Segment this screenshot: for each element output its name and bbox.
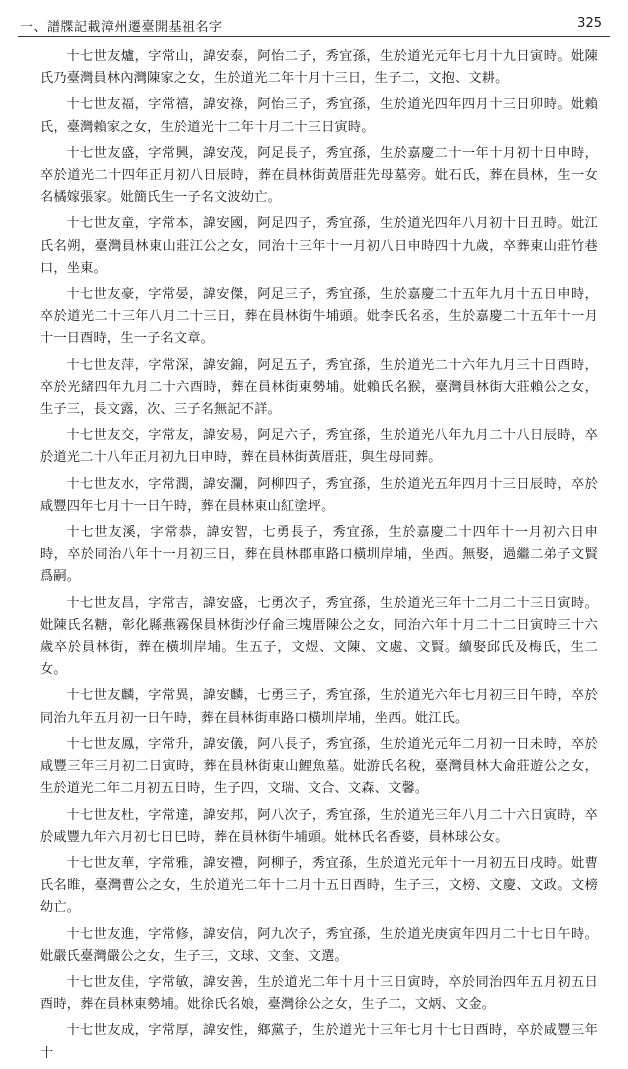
genealogy-entry: 十七世友華，字常雅，諱安禮，阿柳子，秀宜孫，生於道光元年十一月初五日戌時。妣曹氏名睢，臺灣曹公之女，生於道光二年十二月十五日酉時，生子三，文榜、文慶、文政。文榜幼亡。 (40, 855, 598, 916)
chapter-title: 一、譜牒記載漳州遷臺開基祖名字 (20, 20, 223, 35)
genealogy-entry: 十七世友萍，字常深，諱安錦，阿足五子，秀宜孫，生於道光二十六年九月三十日酉時，卒於光緒四年九月二十六酉時，葬在員林街東勢埔。妣賴氏名猴，臺灣員林街大莊賴公之女，生子三，長文露，次、三子名無記不詳。 (40, 357, 598, 418)
genealogy-entry: 十七世友進，字常修，諱安信，阿九次子，秀宜孫，生於道光庚寅年四月二十七日午時。妣嚴氏臺灣嚴公之女，生子三，文球、文奎、文選。 (40, 926, 598, 964)
genealogy-entry: 十七世友盛，字常興，諱安茂，阿足長子，秀宜孫，生於嘉慶二十一年十月初十日申時，卒於道光二十四年正月初八日辰時，葬在員林街黃厝莊先母墓旁。妣石氏，葬在員林，生一女名橘嫁張家。妣簡氏生一子名文波幼亡。 (40, 145, 598, 206)
genealogy-entry: 十七世友交，字常友，諱安易，阿足六子，秀宜孫，生於道光八年九月二十八日辰時，卒於道光二十八年正月初九日申時，葬在員林街黃厝莊，與生母同葬。 (40, 428, 598, 466)
genealogy-entry: 十七世友杜，字常達，諱安邦，阿八次子，秀宜孫，生於道光三年八月二十六日寅時，卒於咸豐九年六月初七日巳時，葬在員林街牛埔頭。妣林氏名香婆，員林球公女。 (40, 807, 598, 845)
genealogy-entry: 十七世友福，字常禧，諱安祿，阿怡三子，秀宜孫，生於道光四年四月十三日卯時。妣賴氏，臺灣賴家之女，生於道光十二年十月二十三日寅時。 (40, 97, 598, 135)
genealogy-entry: 十七世友爐，字常山，諱安泰，阿怡二子，秀宜孫，生於道光元年七月十九日寅時。妣陳氏乃臺灣員林內灣陳家之女，生於道光二年十月十三日，生子二，文抱、文耕。 (40, 49, 598, 87)
genealogy-entry: 十七世友昌，字常吉，諱安盛，七勇次子，秀宜孫，生於道光三年十二月二十三日寅時。妣陳氏名糖，彰化縣燕霧保員林街沙仔侖三塊厝陳公之女，同治六年十月二十二日寅時三十六歲卒於員林街，葬在橫圳岸埔。生五子，文煜、文陳、文處、文賢。續娶邱氏及梅氏，生二女。 (40, 595, 598, 678)
genealogy-entry: 十七世友水，字常潤，諱安瀾，阿柳四子，秀宜孫，生於道光五年四月十三日辰時，卒於咸豐四年七月十一日午時，葬在員林東山紅塗坪。 (40, 476, 598, 514)
page-number: 325 (577, 16, 602, 31)
genealogy-entry: 十七世友成，字常厚，諱安性，鄉黨子，生於道光十三年七月十七日酉時，卒於咸豐三年十 (40, 1023, 598, 1061)
genealogy-text (40, 46, 598, 1069)
running-header (18, 14, 610, 37)
genealogy-entry: 十七世友豪，字常晏，諱安傑，阿足三子，秀宜孫，生於嘉慶二十五年九月十五日申時，卒於道光二十三年八月二十三日，葬在員林街牛埔頭。妣李氏名丞，生於嘉慶二十五年十一月十一日酉時，生一子名文章。 (40, 287, 598, 347)
genealogy-entry: 十七世友佳，字常敏，諱安善，生於道光二年十月十三日寅時，卒於同治四年五月初五日酉時，葬在員林東勢埔。妣徐氏名娘，臺灣徐公之女，生子二，文炳、文金。 (40, 974, 598, 1013)
genealogy-entry: 十七世友鳳，字常升，諱安儀，阿八長子，秀宜孫，生於道光元年二月初一日未時，卒於咸豐三年三月初二日寅時，葬在員林街東山鯉魚墓。妣游氏名稅，臺灣員林大侖莊遊公之女，生於道光二年二月初五日時，生子四，文瑞、文合、文森、文馨。 (40, 736, 598, 797)
genealogy-entry: 十七世友溪，字常恭，諱安智，七勇長子，秀宜孫，生於嘉慶二十四年十一月初六日申時，卒於同治八年十一月初三日，葬在員林郡車路口橫圳岸埔，坐西。無娶，過繼二弟子文賢爲嗣。 (40, 525, 598, 585)
genealogy-entry: 十七世友童，字常本，諱安國，阿足四子，秀宜孫，生於道光四年八月初十日丑時。妣江氏名朔，臺灣員林東山莊江公之女，同治十三年十一月初八日申時四十九歲，卒葬東山莊竹巷口，坐東。 (40, 216, 598, 276)
genealogy-entry: 十七世友麟，字常異，諱安麟，七勇三子，秀宜孫，生於道光六年七月初三日午時，卒於同治九年五月初一日午時，葬在員林街車路口橫圳岸埔，坐西。妣江氏。 (40, 688, 598, 726)
